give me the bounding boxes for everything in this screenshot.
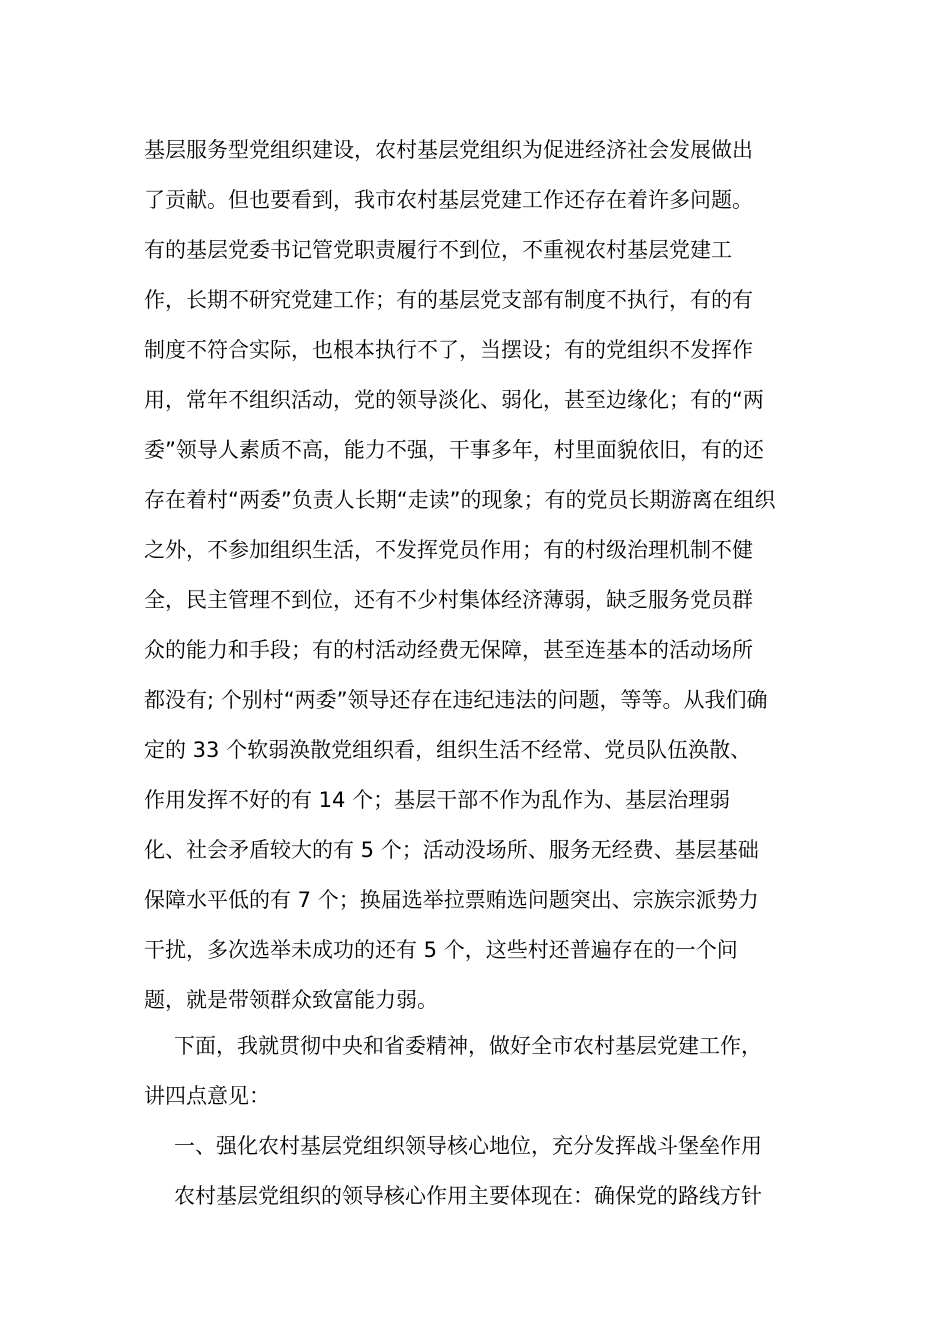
text-line: 作用发挥不好的有 14 个；基层干部不作为乱作为、基层治理弱 — [144, 788, 731, 812]
text-line: 之外，不参加组织生活，不发挥党员作用；有的村级治理机制不健 — [144, 538, 753, 562]
text-line: 化、社会矛盾较大的有 5 个；活动没场所、服务无经费、基层基础 — [144, 838, 759, 862]
text-line: 都没有; 个别村“两委”领导还存在违纪违法的问题，等等。从我们确 — [144, 688, 768, 712]
text-line: 下面，我就贯彻中央和省委精神，做好全市农村基层党建工作， — [174, 1034, 762, 1058]
text-line: 讲四点意见： — [144, 1084, 270, 1108]
text-line: 作，长期不研究党建工作；有的基层党支部有制度不执行，有的有 — [144, 288, 753, 312]
text-line: 保障水平低的有 7 个；换届选举拉票贿选问题突出、宗族宗派势力 — [144, 888, 759, 912]
text-line: 有的基层党委书记管党职责履行不到位，不重视农村基层党建工 — [144, 238, 732, 262]
text-line: 题，就是带领群众致富能力弱。 — [144, 988, 438, 1012]
text-line: 用，常年不组织活动，党的领导淡化、弱化，甚至边缘化；有的“两 — [144, 388, 764, 412]
text-line: 存在着村“两委”负责人长期“走读”的现象；有的党员长期游离在组织 — [144, 488, 776, 512]
text-line: 定的 33 个软弱涣散党组织看，组织生活不经常、党员队伍涣散、 — [144, 738, 752, 762]
text-line: 农村基层党组织的领导核心作用主要体现在：确保党的路线方针 — [174, 1184, 762, 1208]
text-line: 委”领导人素质不高，能力不强，干事多年，村里面貌依旧，有的还 — [144, 438, 764, 462]
text-line: 基层服务型党组织建设，农村基层党组织为促进经济社会发展做出 — [144, 138, 753, 162]
text-line: 众的能力和手段；有的村活动经费无保障，甚至连基本的活动场所 — [144, 638, 753, 662]
heading-text: 一、强化农村基层党组织领导核心地位，充分发挥战斗堡垒作用 — [174, 1134, 762, 1158]
text-line: 干扰，多次选举未成功的还有 5 个，这些村还普遍存在的一个问 — [144, 938, 738, 962]
text-line: 了贡献。但也要看到，我市农村基层党建工作还存在着许多问题。 — [144, 188, 753, 212]
text-line: 制度不符合实际，也根本执行不了，当摆设；有的党组织不发挥作 — [144, 338, 753, 362]
text-line: 全，民主管理不到位，还有不少村集体经济薄弱，缺乏服务党员群 — [144, 588, 753, 612]
